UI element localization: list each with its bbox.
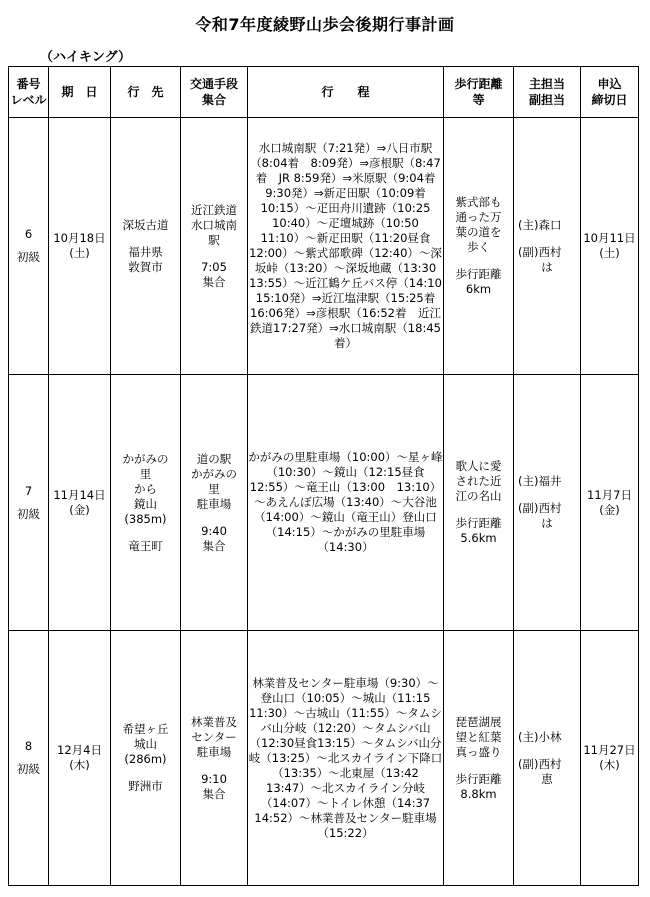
table-row — [9, 118, 639, 375]
cell-deadline: 11月7日 (金) — [581, 375, 639, 631]
cell-deadline: 10月11日 (土) — [581, 118, 639, 375]
section-subtitle: （ハイキング） — [40, 50, 132, 65]
cell-route: 林業普及センター駐車場（9:30）～登山口（10:05）～城山（11:15 11:30）～古城山（11:55）～タムシバ山分岐（12:20）～タムシバ山（12:30昼食13:15）～タムシバ山分岐（13:25）～北スカイライン下降口（13:35）～北東屋（13:42 13:47）～北スカイライン分岐（14:07）～トイレ休憩（14:37 14:52）～林業普及センター駐車場（15:22） — [248, 631, 444, 886]
cell-date: 11月14日 (金) — [49, 375, 111, 631]
cell-route: かがみの里駐車場（10:00）～星ヶ峰（10:30）～鏡山（12:15昼食12:55）～竜王山（13:00 13:10）～あえんぼ広場（13:40）～大谷池（14:00）～鏡山（竜王山）登山口（14:15）～かがみの里駐車場（14:30） — [248, 375, 444, 631]
cell-distance: 紫式部も 通った万 葉の道を 歩く 歩行距離 6km — [444, 118, 514, 375]
header-row — [9, 67, 639, 118]
cell-distance: 琵琶湖展 望と紅葉 真っ盛り 歩行距離 8.8km — [444, 631, 514, 886]
header-destination: 行 先 — [111, 67, 181, 118]
table-row — [9, 375, 639, 631]
document-title: 令和7年度綾野山歩会後期行事計画 — [195, 15, 455, 34]
cell-number-level: 6 初級 — [9, 118, 49, 375]
cell-number-level: 8 初級 — [9, 631, 49, 886]
header-route: 行 程 — [248, 67, 444, 118]
header-transport: 交通手段 集合 — [181, 67, 248, 118]
header-deadline: 申込 締切日 — [581, 67, 639, 118]
cell-destination: 深坂古道 福井県 敦賀市 — [111, 118, 181, 375]
cell-destination: 希望ヶ丘 城山 (286m) 野洲市 — [111, 631, 181, 886]
cell-date: 12月4日 (木) — [49, 631, 111, 886]
cell-transport: 道の駅 かがみの 里 駐車場 9:40 集合 — [181, 375, 248, 631]
schedule-table — [8, 66, 639, 886]
cell-distance: 歌人に愛 された近 江の名山 歩行距離 5.6km — [444, 375, 514, 631]
cell-number-level: 7 初級 — [9, 375, 49, 631]
cell-transport: 近江鉄道 水口城南 駅 7:05 集合 — [181, 118, 248, 375]
cell-manager: (主)小林 (副)西村 恵 — [514, 631, 581, 886]
cell-manager: (主)森口 (副)西村 は — [514, 118, 581, 375]
cell-date: 10月18日 (土) — [49, 118, 111, 375]
header-manager: 主担当 副担当 — [514, 67, 581, 118]
cell-route: 水口城南駅（7:21発）⇒八日市駅（8:04着 8:09発）⇒彦根駅（8:47着 JR 8:59発）⇒米原駅（9:04着 9:30発）⇒新疋田駅（10:09着 10:15）～疋田舟川遺跡（10:25 10:40）～疋壇城跡（10:50 11:10）～新疋田駅（11:20昼食12:00）～紫式部歌碑（12:40）～深坂峠（13:20）～深坂地蔵（13:30 13:55）～近江鶴ケ丘バス停（14:10 15:10発）⇒近江塩津駅（15:25着 16:06発）⇒彦根駅（16:52着 近江鉄道17:27発）⇒水口城南駅（18:45着） — [248, 118, 444, 375]
cell-destination: かがみの 里 から 鏡山 (385m) 竜王町 — [111, 375, 181, 631]
cell-manager: (主)福井 (副)西村 は — [514, 375, 581, 631]
header-distance: 歩行距離 等 — [444, 67, 514, 118]
header-number-level: 番号 レベル — [9, 67, 49, 118]
table-row — [9, 631, 639, 886]
header-date: 期 日 — [49, 67, 111, 118]
cell-transport: 林業普及 センター 駐車場 9:10 集合 — [181, 631, 248, 886]
cell-deadline: 11月27日 (木) — [581, 631, 639, 886]
